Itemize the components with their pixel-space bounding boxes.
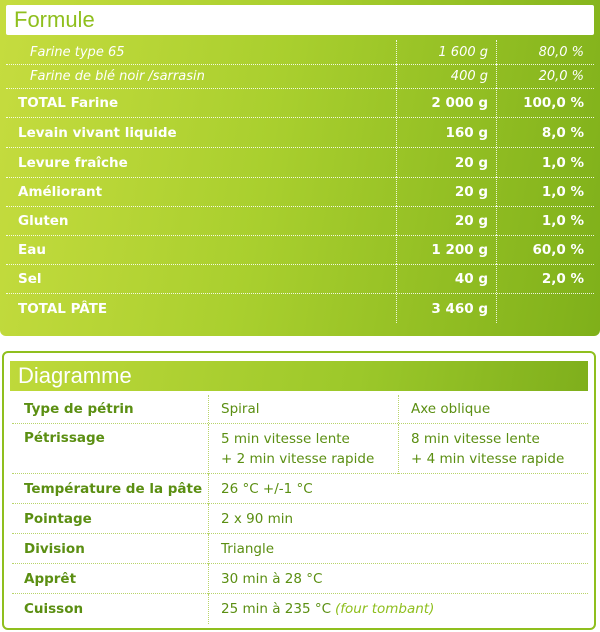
ingredient-quantity: 1 600 g [396, 40, 496, 64]
ingredient-percentage: 100,0 % [496, 88, 594, 117]
cuisson-note: (four tombant) [335, 601, 435, 617]
ingredient-label: Farine type 65 [30, 44, 125, 60]
axe-oblique-value: Axe oblique [398, 395, 588, 423]
ingredient-label: Eau [18, 241, 46, 258]
step-value: 26 °C +/-1 °C [208, 474, 588, 504]
ingredient-quantity: 160 g [396, 118, 496, 147]
step-label: Division [24, 541, 85, 557]
formule-row-gluten [6, 206, 594, 236]
formule-title: Formule [6, 5, 594, 35]
ingredient-label: TOTAL PÂTE [18, 300, 108, 317]
ingredient-quantity: 40 g [396, 264, 496, 293]
ingredient-quantity: 2 000 g [396, 88, 496, 117]
ingredient-label: Sel [18, 270, 42, 287]
ingredient-quantity: 20 g [396, 148, 496, 177]
diagramme-row-cuisson [12, 593, 588, 624]
formule-row-levain [6, 118, 594, 148]
formule-row-eau [6, 235, 594, 265]
ingredient-percentage [496, 294, 594, 323]
diagramme-row-petrissage [12, 423, 588, 474]
formule-row-total-farine [6, 88, 594, 118]
formule-row-farine-ble-noir [6, 64, 594, 89]
step-value: 30 min à 28 °C [208, 564, 588, 594]
diagramme-title: Diagramme [10, 361, 588, 391]
diagramme-row-pointage [12, 503, 588, 534]
ingredient-quantity: 400 g [396, 64, 496, 88]
step-value: Triangle [208, 534, 588, 564]
ingredient-label: Améliorant [18, 183, 103, 200]
formule-row-farine-65 [6, 40, 594, 65]
ingredient-quantity: 3 460 g [396, 294, 496, 323]
diagramme-panel [2, 351, 596, 630]
spiral-line-2: + 2 min vitesse rapide [221, 451, 375, 467]
diagramme-row-temperature [12, 473, 588, 504]
ingredient-quantity: 20 g [396, 206, 496, 235]
axe-line-2: + 4 min vitesse rapide [411, 451, 565, 467]
ingredient-percentage: 1,0 % [496, 206, 594, 235]
ingredient-percentage: 1,0 % [496, 177, 594, 206]
axe-line-1: 8 min vitesse lente [411, 431, 540, 447]
ingredient-label: TOTAL Farine [18, 94, 119, 111]
step-label: Pointage [24, 511, 92, 527]
step-value: 2 x 90 min [208, 504, 588, 534]
ingredient-label: Farine de blé noir /sarrasin [30, 68, 205, 84]
diagramme-row-type-petrin [12, 395, 588, 423]
axe-oblique-petrissage [398, 424, 588, 474]
formule-row-total-pate [6, 294, 594, 323]
ingredient-percentage: 1,0 % [496, 148, 594, 177]
diagramme-row-appret [12, 563, 588, 594]
step-value [208, 594, 588, 624]
spiral-line-1: 5 min vitesse lente [221, 431, 350, 447]
spiral-petrissage [208, 424, 398, 474]
diagramme-row-division [12, 533, 588, 564]
ingredient-percentage: 8,0 % [496, 118, 594, 147]
spiral-value: Spiral [208, 395, 398, 423]
ingredient-percentage: 80,0 % [496, 40, 594, 64]
ingredient-label: Levure fraîche [18, 154, 128, 171]
formule-row-ameliorant [6, 177, 594, 207]
formule-row-levure [6, 148, 594, 178]
step-label: Cuisson [24, 601, 84, 617]
ingredient-label: Levain vivant liquide [18, 124, 177, 141]
cuisson-value: 25 min à 235 °C [221, 601, 332, 617]
ingredient-percentage: 20,0 % [496, 64, 594, 88]
ingredient-percentage: 2,0 % [496, 264, 594, 293]
step-label: Apprêt [24, 571, 77, 587]
ingredient-percentage: 60,0 % [496, 235, 594, 264]
step-label: Pétrissage [24, 430, 105, 446]
step-label: Type de pétrin [24, 401, 134, 417]
ingredient-quantity: 20 g [396, 177, 496, 206]
formule-row-sel [6, 264, 594, 294]
ingredient-label: Gluten [18, 212, 69, 229]
step-label: Température de la pâte [24, 481, 203, 497]
ingredient-quantity: 1 200 g [396, 235, 496, 264]
